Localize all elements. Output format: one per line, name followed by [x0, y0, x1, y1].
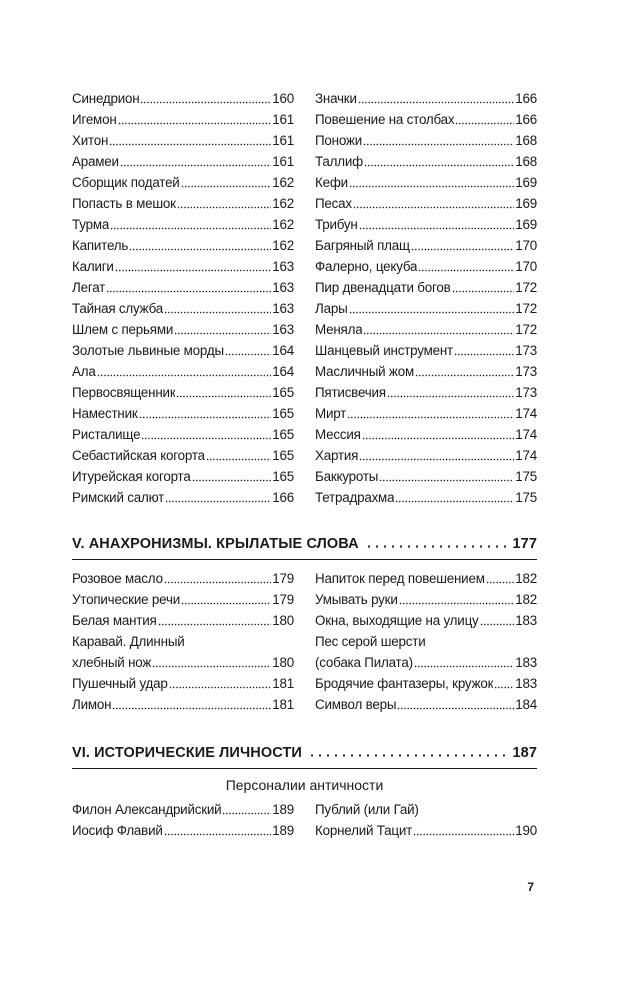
toc-entry[interactable]: [72, 568, 294, 589]
dot-leader: [164, 824, 272, 836]
toc-entry[interactable]: [72, 487, 294, 508]
toc-entry-page: 182: [515, 571, 537, 586]
toc-entry-title: Белая мантия: [72, 613, 157, 628]
toc-entry[interactable]: [72, 403, 294, 424]
dot-leader: [158, 614, 272, 626]
toc-entry-title: Меняла: [315, 322, 363, 337]
toc-entry[interactable]: [72, 673, 294, 694]
toc-entry-page: 182: [515, 592, 537, 607]
toc-entry-page: 190: [515, 823, 537, 838]
dot-leader: [192, 470, 272, 482]
toc-entry[interactable]: [315, 235, 537, 256]
toc-entry[interactable]: [315, 130, 537, 151]
toc-entry[interactable]: [315, 151, 537, 172]
toc-entry-title: Игемон: [72, 112, 117, 127]
dot-leader: [359, 449, 514, 461]
toc-entry-page: 168: [515, 133, 537, 148]
toc-entry-page: 169: [515, 175, 537, 190]
dot-leader: [152, 656, 271, 668]
dot-leader: [109, 134, 271, 146]
toc-entry[interactable]: [315, 568, 537, 589]
toc-entry[interactable]: [72, 319, 294, 340]
toc-entry-page: 180: [272, 613, 294, 628]
dot-leader: [169, 677, 272, 689]
dot-leader: [359, 218, 515, 230]
dot-leader: [413, 824, 514, 836]
toc-entry-title: Публий (или Гай): [315, 802, 419, 817]
dot-leader: [176, 386, 271, 398]
toc-entry-page: 165: [272, 448, 294, 463]
dot-leader: [110, 218, 271, 230]
toc-entry-page: 166: [515, 112, 537, 127]
toc-entry[interactable]: [72, 109, 294, 130]
dot-leader: [349, 302, 515, 314]
toc-entry-title: Кефи: [315, 175, 348, 190]
dot-leader: [486, 572, 515, 584]
section-heading-5[interactable]: [72, 536, 537, 560]
toc-entry-page: 172: [515, 301, 537, 316]
toc-entry[interactable]: [315, 424, 537, 445]
toc-entry-row: [72, 652, 294, 673]
toc-entry-title: Символ веры: [315, 697, 397, 712]
toc-entry[interactable]: [72, 694, 294, 715]
subsection-heading: Персоналии античности: [225, 777, 384, 793]
toc-entry-title: Шанцевый инструмент: [315, 343, 453, 358]
toc-entry[interactable]: [315, 694, 537, 715]
toc-entry[interactable]: [72, 214, 294, 235]
toc-entry[interactable]: [72, 589, 294, 610]
toc-entry-page: 162: [272, 175, 294, 190]
toc-entry[interactable]: [315, 256, 537, 277]
toc-entry[interactable]: [315, 382, 537, 403]
dot-leader: [97, 365, 272, 377]
toc-entry-title-line: Пес серой шерсти: [315, 634, 426, 649]
toc-entry-page: 169: [515, 196, 537, 211]
toc-entry[interactable]: [315, 631, 537, 673]
toc-entry-title: Наместник: [72, 406, 138, 421]
toc-entry-title: Пушечный удар: [72, 676, 168, 691]
dot-leader: [399, 593, 515, 605]
toc-entry-page: 168: [515, 154, 537, 169]
toc-entry-title: Песах: [315, 196, 352, 211]
toc-entry[interactable]: [315, 319, 537, 340]
toc-entry-title: Умывать руки: [315, 592, 398, 607]
toc-entry[interactable]: [315, 277, 537, 298]
dot-leader: [411, 239, 514, 251]
toc-entry-title: Таллиф: [315, 154, 363, 169]
toc-entry[interactable]: [72, 277, 294, 298]
toc-entry-title: Сборщик податей: [72, 175, 180, 190]
dot-leader: [414, 656, 514, 668]
toc-entry-title: Пир двенадцати богов: [315, 280, 451, 295]
dot-leader: [397, 698, 514, 710]
toc-entry-page: 163: [272, 280, 294, 295]
dot-leader: [349, 176, 514, 188]
toc-entry-page: 160: [272, 91, 294, 106]
dot-leader: [222, 803, 271, 815]
dot-leader: [418, 260, 514, 272]
toc-entry[interactable]: [72, 151, 294, 172]
toc-entry-page: 184: [515, 697, 537, 712]
toc-entry-row: [315, 652, 537, 673]
toc-column-right: [315, 799, 537, 841]
toc-entry-page: 170: [515, 259, 537, 274]
dot-leader: [139, 407, 272, 419]
dot-leader: [387, 386, 514, 398]
toc-entry-page: 162: [272, 196, 294, 211]
toc-entry-page: 183: [515, 676, 537, 691]
dot-leader: [455, 113, 514, 125]
dot-leader: [364, 155, 514, 167]
dot-leader: [365, 538, 507, 548]
toc-entry-title: Поножи: [315, 133, 363, 148]
toc-entry-title: Фалерно, цекуба: [315, 259, 418, 274]
toc-entry-page: 169: [515, 217, 537, 232]
toc-entry[interactable]: [72, 382, 294, 403]
toc-entry-page: 164: [272, 343, 294, 358]
toc-entry-page: 181: [272, 676, 294, 691]
toc-entry[interactable]: [315, 820, 537, 841]
toc-entry-page: 162: [272, 238, 294, 253]
toc-entry[interactable]: [72, 820, 294, 841]
toc-entry-title: Себастийская когорта: [72, 448, 205, 463]
toc-entry[interactable]: [72, 172, 294, 193]
toc-entry-title: хлебный нож: [72, 655, 152, 670]
toc-entry-title: Турма: [72, 217, 110, 232]
toc-entry[interactable]: [315, 172, 537, 193]
toc-entry-title: Багряный плащ: [315, 238, 410, 253]
dot-leader: [353, 197, 514, 209]
dot-leader: [415, 365, 514, 377]
dot-leader: [181, 176, 272, 188]
toc-entry-page: 163: [272, 259, 294, 274]
toc-entry-title: Мирт: [315, 406, 347, 421]
toc-entry-page: 179: [272, 571, 294, 586]
toc-column-right: [315, 568, 537, 715]
dot-leader: [363, 134, 514, 146]
toc-column-right: [315, 88, 537, 508]
dot-leader: [120, 155, 271, 167]
toc-entry-page: 183: [515, 613, 537, 628]
toc-entry-page: 161: [272, 133, 294, 148]
toc-entry-page: 175: [515, 469, 537, 484]
toc-entry[interactable]: [72, 256, 294, 277]
toc-entry-title: Мессия: [315, 427, 361, 442]
toc-entry[interactable]: [72, 361, 294, 382]
toc-entry-title: Шлем с перьями: [72, 322, 174, 337]
dot-leader: [115, 260, 272, 272]
toc-page: [72, 88, 537, 841]
toc-entry-title: Хитон: [72, 133, 109, 148]
toc-entry-page: 174: [515, 427, 537, 442]
dot-leader: [206, 449, 271, 461]
toc-entry-title: Итурейская когорта: [72, 469, 191, 484]
toc-entry[interactable]: [315, 298, 537, 319]
dot-leader: [395, 491, 514, 503]
toc-entry-page: 166: [272, 490, 294, 505]
dot-leader: [358, 92, 514, 104]
toc-entry-title: Иосиф Флавий: [72, 823, 163, 838]
toc-entry[interactable]: [315, 487, 537, 508]
toc-entry-title: Ристалище: [72, 427, 141, 442]
toc-entry-page: 165: [272, 385, 294, 400]
dot-leader: [225, 344, 271, 356]
toc-entry-title: Окна, выходящие на улицу: [315, 613, 479, 628]
toc-entry-title: Розовое масло: [72, 571, 163, 586]
toc-entry-page: 189: [272, 823, 294, 838]
toc-entry-page: 172: [515, 280, 537, 295]
toc-entry-title: Повешение на столбах: [315, 112, 455, 127]
toc-entry-page: 175: [515, 490, 537, 505]
section-heading-6[interactable]: [72, 745, 537, 769]
dot-leader: [112, 698, 271, 710]
toc-entry-title: Лимон: [72, 697, 112, 712]
toc-column-left: [72, 568, 294, 715]
section-page: 177: [512, 536, 537, 552]
toc-entry-title: (собака Пилата): [315, 655, 413, 670]
toc-entry[interactable]: [315, 445, 537, 466]
toc-entry-title: Калиги: [72, 259, 114, 274]
toc-entry[interactable]: [72, 424, 294, 445]
toc-entry[interactable]: [72, 130, 294, 151]
toc-entry-title: Корнелий Тацит: [315, 823, 413, 838]
toc-entry-title: Значки: [315, 91, 357, 106]
toc-entry-title: Первосвященник: [72, 385, 176, 400]
dot-leader: [106, 281, 271, 293]
toc-entry[interactable]: [315, 340, 537, 361]
toc-entry[interactable]: [72, 298, 294, 319]
toc-entry-page: 181: [272, 697, 294, 712]
dot-leader: [347, 407, 514, 419]
toc-entry[interactable]: [72, 88, 294, 109]
toc-column-left: [72, 799, 294, 841]
toc-entry-page: 173: [515, 385, 537, 400]
toc-entry[interactable]: [315, 109, 537, 130]
toc-entry-title: Капитель: [72, 238, 129, 253]
toc-entry-title: Баккуроты: [315, 469, 379, 484]
toc-entry-page: 180: [272, 655, 294, 670]
toc-entry-page: 173: [515, 343, 537, 358]
dot-leader: [129, 239, 271, 251]
toc-entry-page: 183: [515, 655, 537, 670]
toc-entry-title: Филон Александрийский: [72, 802, 222, 817]
toc-entry-title: Попасть в мешок: [72, 196, 176, 211]
toc-entry-page: 161: [272, 154, 294, 169]
toc-entry-page: 166: [515, 91, 537, 106]
toc-entry-title: Бродячие фантазеры, кружок: [315, 676, 494, 691]
toc-entry-title: Утопические речи: [72, 592, 180, 607]
toc-entry-page: 173: [515, 364, 537, 379]
dot-leader: [174, 323, 271, 335]
toc-block-1: [72, 88, 537, 508]
toc-block-3: [72, 799, 537, 841]
toc-block-2: [72, 568, 537, 715]
toc-entry-title: Тетрадрахма: [315, 490, 395, 505]
toc-entry-title-line: Каравай. Длинный: [72, 634, 185, 649]
toc-entry-page: 170: [515, 238, 537, 253]
toc-entry-title: Синедрион: [72, 91, 140, 106]
dot-leader: [362, 428, 515, 440]
dot-leader: [480, 614, 515, 626]
section-page: 187: [512, 745, 537, 761]
dot-leader: [164, 302, 271, 314]
dot-leader: [452, 281, 515, 293]
dot-leader: [165, 491, 271, 503]
toc-entry[interactable]: [315, 799, 537, 820]
toc-entry[interactable]: [72, 340, 294, 361]
toc-entry[interactable]: [72, 610, 294, 631]
toc-entry-title: Тайная служба: [72, 301, 163, 316]
page-number: 7: [527, 880, 534, 894]
toc-entry-page: 165: [272, 427, 294, 442]
dot-leader: [494, 677, 514, 689]
toc-entry-page: 163: [272, 322, 294, 337]
toc-entry-page: 174: [515, 448, 537, 463]
dot-leader: [164, 572, 271, 584]
toc-entry-title: Масличный жом: [315, 364, 414, 379]
toc-entry[interactable]: [72, 235, 294, 256]
toc-entry[interactable]: [315, 361, 537, 382]
section-title: V. АНАХРОНИЗМЫ. КРЫЛАТЫЕ СЛОВА: [72, 536, 359, 552]
toc-entry[interactable]: [72, 799, 294, 820]
dot-leader: [308, 747, 507, 757]
toc-entry[interactable]: [315, 193, 537, 214]
toc-entry-page: 179: [272, 592, 294, 607]
toc-entry-title: Арамеи: [72, 154, 119, 169]
toc-entry-title: Римский салют: [72, 490, 165, 505]
toc-entry-page: 164: [272, 364, 294, 379]
dot-leader: [454, 344, 514, 356]
toc-entry[interactable]: [315, 610, 537, 631]
toc-entry-page: 161: [272, 112, 294, 127]
toc-entry[interactable]: [72, 466, 294, 487]
dot-leader: [363, 323, 514, 335]
toc-entry-page: 172: [515, 322, 537, 337]
toc-entry[interactable]: [72, 445, 294, 466]
toc-entry[interactable]: [72, 631, 294, 673]
dot-leader: [379, 470, 514, 482]
dot-leader: [141, 428, 271, 440]
toc-entry-page: 174: [515, 406, 537, 421]
dot-leader: [140, 92, 271, 104]
section-title: VI. ИСТОРИЧЕСКИЕ ЛИЧНОСТИ: [72, 745, 302, 761]
toc-entry[interactable]: [315, 589, 537, 610]
toc-entry-title: Напиток перед повешением: [315, 571, 485, 586]
toc-entry[interactable]: [72, 193, 294, 214]
toc-entry[interactable]: [315, 673, 537, 694]
toc-entry-page: 163: [272, 301, 294, 316]
toc-entry-title: Золотые львиные морды: [72, 343, 224, 358]
toc-entry-page: 162: [272, 217, 294, 232]
toc-entry-title: Хартия: [315, 448, 359, 463]
toc-entry-page: 189: [272, 802, 294, 817]
toc-column-left: [72, 88, 294, 508]
toc-entry-page: 165: [272, 469, 294, 484]
toc-entry[interactable]: [315, 214, 537, 235]
toc-entry[interactable]: [315, 466, 537, 487]
toc-entry[interactable]: [315, 88, 537, 109]
dot-leader: [181, 593, 271, 605]
toc-entry-title: Легат: [72, 280, 106, 295]
toc-entry-title: Пятисвечия: [315, 385, 386, 400]
toc-entry-title: Трибун: [315, 217, 358, 232]
dot-leader: [177, 197, 271, 209]
dot-leader: [118, 113, 272, 125]
toc-entry-page: 165: [272, 406, 294, 421]
toc-entry-title: Ала: [72, 364, 96, 379]
toc-entry[interactable]: [315, 403, 537, 424]
toc-entry-title: Лары: [315, 301, 348, 316]
